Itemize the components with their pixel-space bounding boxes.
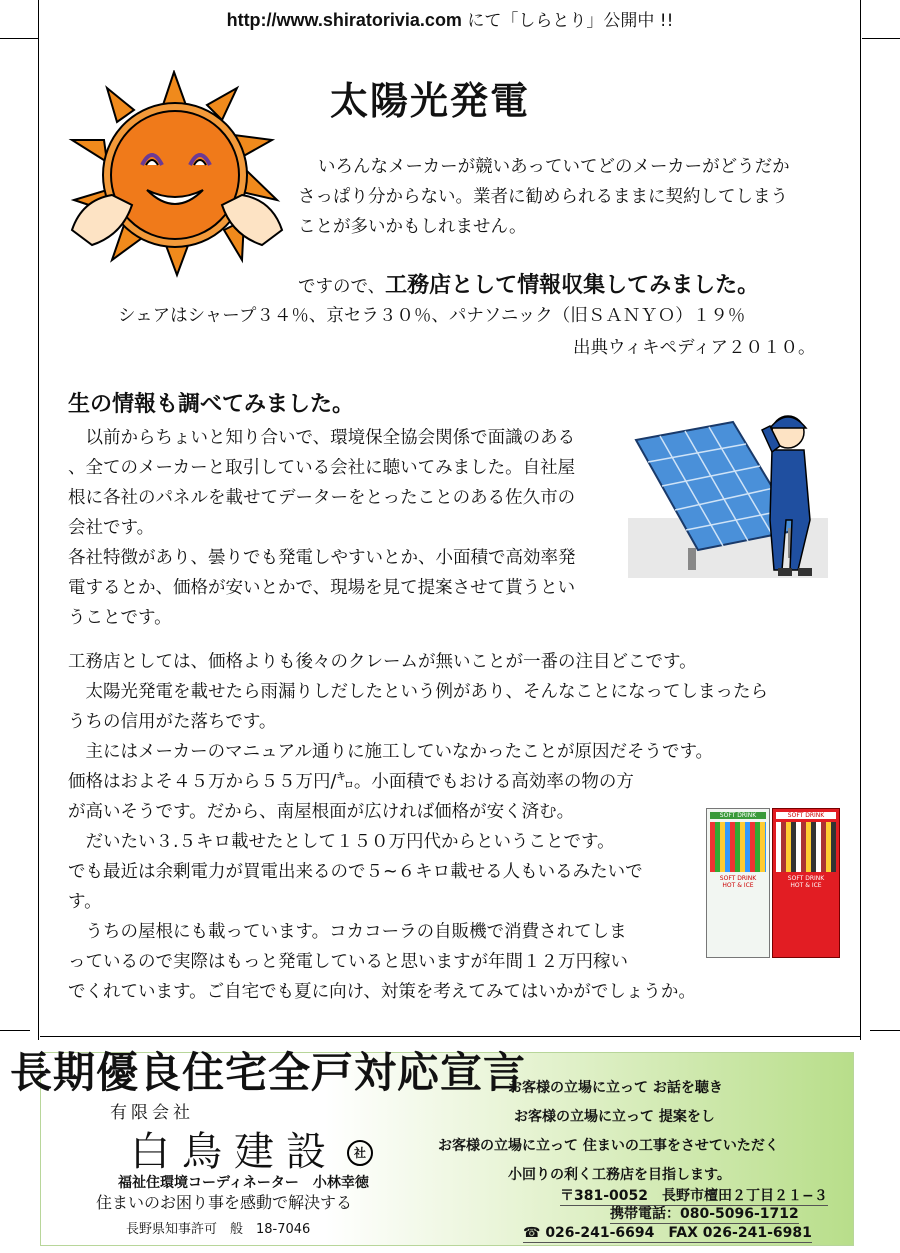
lead-prefix: ですので、: [298, 277, 386, 297]
vending-sign: SOFT DRINK: [710, 812, 766, 819]
intro-line: さっぱり分からない。業者に勧められるままに契約してしまう: [298, 187, 788, 207]
mobile-phone[interactable]: 携帯電話：080-5096-1712: [610, 1203, 799, 1224]
vending-machine-red: [772, 808, 840, 958]
body2-line: でくれています。ご自宅でも夏に向け、対策を考えてみてはいかがでしょうか。: [68, 982, 696, 1002]
lead-line: [298, 268, 759, 302]
drink-rows: [776, 822, 836, 872]
body2-line: 太陽光発電を載せたら雨漏りしだしたという例があり、そんなことになってしまったら: [68, 682, 768, 702]
body2-line: だいたい３.５キロ載せたとして１５０万円代からということです。: [68, 832, 615, 852]
crop-mark: [0, 1030, 30, 1031]
body2: [68, 677, 768, 1007]
motto-line: お客様の立場に立って 提案をし: [514, 1109, 715, 1125]
crop-mark: [862, 38, 900, 39]
motto-line: お客様の立場に立って お話を聴き: [508, 1080, 723, 1096]
crop-mark: [0, 38, 38, 39]
vending-label: SOFT DRINK HOT & ICE: [787, 875, 825, 889]
footer-divider: [40, 1036, 860, 1037]
motto-block: [438, 1074, 779, 1190]
intro-line: いろんなメーカーが競いあっていてどのメーカーがどうだか: [318, 157, 790, 177]
motto-line: お客様の立場に立って 住まいの工事をさせていただく: [438, 1138, 779, 1154]
focus-line: 工務店としては、価格よりも後々のクレームが無いことが一番の注目どこです。: [68, 652, 697, 672]
site-url-suffix: にて「しらとり」公開中 !!: [467, 11, 674, 31]
site-url-line: [0, 6, 900, 31]
body2-line: 価格はおよそ４５万から５５万円/㌔。小面積でもおける高効率の物の方: [68, 772, 634, 792]
intro-paragraph: [298, 152, 790, 242]
body2-line: うちの信用がた落ちです。: [68, 712, 277, 732]
section-line: 各社特徴があり、曇りでも発電しやすいとか、小面積で高効率発: [68, 548, 576, 568]
motto-line: 小回りの利く工務店を目指します。: [508, 1167, 731, 1183]
intro-line: ことが多いかもしれません。: [298, 217, 527, 237]
section-line: うことです。: [68, 608, 172, 628]
vending-machine-white: [706, 808, 770, 958]
section-line: 電するとか、価格が安いとかで、現場を見て提案させて貰うとい: [68, 578, 576, 598]
tel-fax[interactable]: ☎ 026-241-6694 FAX 026-241-6981: [523, 1222, 812, 1243]
coordinator: 福祉住環境コーディネーター 小林幸徳: [118, 1175, 369, 1191]
license: 長野県知事許可 般 18-7046: [126, 1222, 311, 1237]
address: 〒381-0052 長野市檀田２丁目２１−３: [560, 1185, 828, 1206]
crop-mark: [870, 1030, 900, 1031]
body2-line: す。: [68, 892, 102, 912]
company-name: 白鳥建設: [130, 1129, 338, 1175]
body2-line: が高いそうです。だから、南屋根面が広ければ価格が安く済む。: [68, 802, 575, 822]
section-heading: 生の情報も調べてみました。: [68, 392, 355, 417]
share-line: シェアはシャープ３４％、京セラ３０％、パナソニック（旧ＳＡＮＹＯ）１９％: [118, 306, 746, 326]
body2-line: 主にはメーカーのマニュアル通りに施工していなかったことが原因だそうです。: [68, 742, 714, 762]
vending-label: SOFT DRINK HOT & ICE: [719, 875, 757, 889]
section-body: [68, 423, 576, 633]
drink-rows: [710, 822, 766, 872]
source-line: 出典ウィキペディア２０１０。: [573, 338, 816, 358]
article-title: 太陽光発電: [330, 79, 531, 123]
lead-bold: 工務店として情報収集してみました。: [385, 273, 760, 298]
section-line: 会社です。: [68, 518, 155, 538]
body2-line: うちの屋根にも載っています。コカコーラの自販機で消費されてしま: [68, 922, 627, 942]
tagline: 住まいのお困り事を感動で解決する: [96, 1193, 353, 1212]
site-url[interactable]: http://www.shiratorivia.com: [226, 10, 462, 30]
footer-headline: 長期優良住宅全戸対応宣言: [10, 1048, 527, 1097]
vending-machines-illustration: [706, 808, 840, 956]
left-rule: [38, 0, 39, 1040]
body2-line: でも最近は余剰電力が買電出来るので５~６キロ載せる人もいるみたいで: [68, 862, 643, 882]
vending-sign: SOFT DRINK: [776, 812, 836, 819]
section-line: 以前からちょいと知り合いで、環境保全協会関係で面識のある: [68, 428, 576, 448]
company-seal: 社: [347, 1140, 373, 1166]
right-rule: [860, 0, 861, 1040]
company-type: 有限会社: [110, 1103, 194, 1123]
section-line: 根に各社のパネルを載せてデーターをとったことのある佐久市の: [68, 488, 576, 508]
section-line: 、全てのメーカーと取引している会社に聴いてみました。自社屋: [68, 458, 576, 478]
body2-line: っているので実際はもっと発電していると思いますが年間１２万円稼い: [68, 952, 628, 972]
solar-panel-worker-illustration: [628, 400, 828, 578]
sun-mascot-illustration: [62, 70, 292, 280]
